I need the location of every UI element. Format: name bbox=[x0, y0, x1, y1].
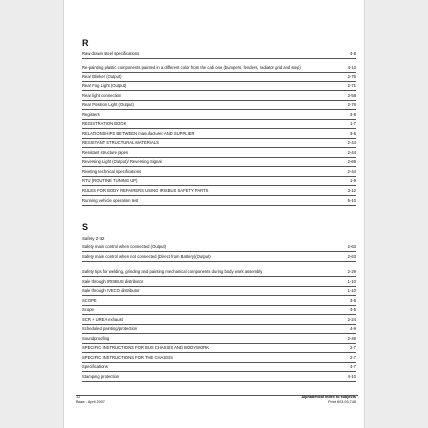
index-entry bbox=[82, 363, 356, 373]
entry-text: Rear Blinker (Output) bbox=[82, 73, 122, 79]
index-entry bbox=[82, 372, 356, 382]
index-entry bbox=[82, 252, 356, 262]
entry-page: 2-58 bbox=[347, 92, 356, 98]
index-entry bbox=[82, 334, 356, 344]
index-entry bbox=[82, 120, 356, 130]
entry-page: 2-71 bbox=[347, 83, 356, 89]
index-entry bbox=[82, 101, 356, 111]
entry-page: 2-7 bbox=[349, 354, 356, 360]
entry-text: Specifications bbox=[82, 364, 108, 370]
index-list-s bbox=[82, 242, 356, 382]
index-entry bbox=[82, 139, 356, 149]
index-entry bbox=[82, 110, 356, 120]
entry-page: 1-7 bbox=[349, 121, 356, 127]
index-entry bbox=[82, 306, 356, 316]
entry-page: 2-29 bbox=[347, 268, 356, 274]
section-letter-r: R bbox=[82, 38, 89, 48]
index-entry bbox=[82, 167, 356, 177]
entry-text: Reversing Light (Output)/ Reversing Signal bbox=[82, 159, 162, 165]
entry-page: 1-9 bbox=[349, 178, 356, 184]
entry-page: 3-12 bbox=[347, 187, 356, 193]
index-entry bbox=[82, 82, 356, 92]
entry-page: 4-10 bbox=[347, 374, 356, 380]
entry-text: Running vehicle operation test bbox=[82, 197, 139, 203]
index-entry bbox=[82, 186, 356, 196]
entry-text: Scope bbox=[82, 307, 94, 313]
entry-page: 2-49 bbox=[347, 335, 356, 341]
index-entry bbox=[82, 325, 356, 335]
entry-text: Re-painting plastic components painted in a different color from the cab one (bumpers, fenders, radiator grid and step) bbox=[82, 65, 301, 71]
entry-page: 2-63 bbox=[347, 243, 356, 249]
entry-page: 2-44 bbox=[347, 149, 356, 155]
index-entry bbox=[82, 315, 356, 325]
entry-page: 4-5 bbox=[349, 307, 356, 313]
entry-page: 2-69 bbox=[347, 159, 356, 165]
entry-page: 2-76 bbox=[347, 102, 356, 108]
entry-text: Rear Position Light (Output) bbox=[82, 102, 134, 108]
entry-text: Raw drawn steel specifications bbox=[82, 51, 140, 57]
entry-page: 2-44 bbox=[347, 140, 356, 146]
entry-page: 5-10 bbox=[347, 197, 356, 203]
section-letter-s: S bbox=[82, 222, 89, 232]
entry-text: SCOPE bbox=[82, 297, 97, 303]
index-entry bbox=[82, 344, 356, 354]
entry-page: 4-13 bbox=[347, 65, 356, 71]
index-entry bbox=[82, 50, 356, 59]
entry-text: Rear Fog Light (Output) bbox=[82, 83, 127, 89]
entry-page: 4-8 bbox=[349, 51, 356, 57]
entry-text: Safety main control when connected (Output) bbox=[82, 243, 167, 249]
index-entry bbox=[82, 59, 356, 73]
section-subheading: Safety 2-32 bbox=[82, 236, 105, 241]
entry-text: Registers bbox=[82, 111, 100, 117]
index-entry bbox=[82, 296, 356, 306]
entry-page: 4-9 bbox=[349, 326, 356, 332]
index-entry bbox=[82, 129, 356, 139]
entry-page: 2-44 bbox=[347, 168, 356, 174]
footer-page-number: 12 bbox=[76, 395, 81, 399]
entry-page: 2-63 bbox=[347, 253, 356, 259]
index-entry bbox=[82, 158, 356, 168]
entry-text: Riveting technical specifications bbox=[82, 168, 142, 174]
entry-text: Soundproofing bbox=[82, 335, 110, 341]
index-entry bbox=[82, 262, 356, 277]
index-entry bbox=[82, 91, 356, 101]
index-entry bbox=[82, 73, 356, 82]
entry-page: 1-10 bbox=[347, 278, 356, 284]
index-list-r bbox=[82, 50, 356, 206]
entry-page: 3-8 bbox=[349, 111, 356, 117]
entry-text: RULES FOR BODY REPAIRERS USING IRISBUS SAFETY PARTS bbox=[82, 187, 209, 193]
footer-print-ref: Print 603.93.748 bbox=[328, 400, 356, 404]
footer-edition: Base - April 2007 bbox=[76, 400, 105, 404]
entry-text: Sale through IVECO distributor bbox=[82, 288, 140, 294]
entry-text: Rear light connection bbox=[82, 92, 122, 98]
entry-text: Sale through IRISBUS distributor bbox=[82, 278, 144, 284]
entry-text: SCR + UREA exhaust bbox=[82, 316, 123, 322]
entry-text: Safety main control when not connected (Direct from Battery)(Output) bbox=[82, 253, 211, 259]
entry-text: REGISTRATION BOOK bbox=[82, 121, 127, 127]
entry-page: 1-10 bbox=[347, 288, 356, 294]
entry-page: 2-7 bbox=[349, 345, 356, 351]
entry-page: 2-24 bbox=[347, 316, 356, 322]
index-entry bbox=[82, 242, 356, 252]
index-entry bbox=[82, 277, 356, 287]
entry-text: Stamping protection bbox=[82, 374, 120, 380]
entry-text: Scheduled painting/protection bbox=[82, 326, 138, 332]
footer-title: Alphabetical index to subjects bbox=[301, 395, 356, 399]
entry-text: Resistant structure pipes bbox=[82, 149, 129, 155]
index-entry bbox=[82, 353, 356, 363]
entry-text: RELATIONSHIPS BETWEEN manufacturer AND SUPPLIER bbox=[82, 130, 195, 136]
entry-text: RTU (ROUTINE TUNING UP) bbox=[82, 178, 138, 184]
entry-text: SPECIFIC INSTRUCTIONS FOR BUS CHASSIS AND BODYWORK bbox=[82, 345, 210, 351]
entry-page: 3-6 bbox=[349, 130, 356, 136]
entry-page: 4-7 bbox=[349, 364, 356, 370]
entry-text: Safety tips for welding, grinding and painting mechanical components during body work assembly bbox=[82, 268, 263, 274]
index-entry bbox=[82, 148, 356, 158]
entry-text: SPECIFIC INSTRUCTIONS FOR THE CHASSIS bbox=[82, 354, 173, 360]
index-entry bbox=[82, 177, 356, 187]
entry-page: 3-5 bbox=[349, 297, 356, 303]
document-page bbox=[64, 0, 364, 428]
index-entry bbox=[82, 287, 356, 297]
index-entry bbox=[82, 196, 356, 206]
entry-text: RESISTANT STRUCTURAL MATERIALS bbox=[82, 140, 159, 146]
entry-page: 2-76 bbox=[347, 73, 356, 79]
